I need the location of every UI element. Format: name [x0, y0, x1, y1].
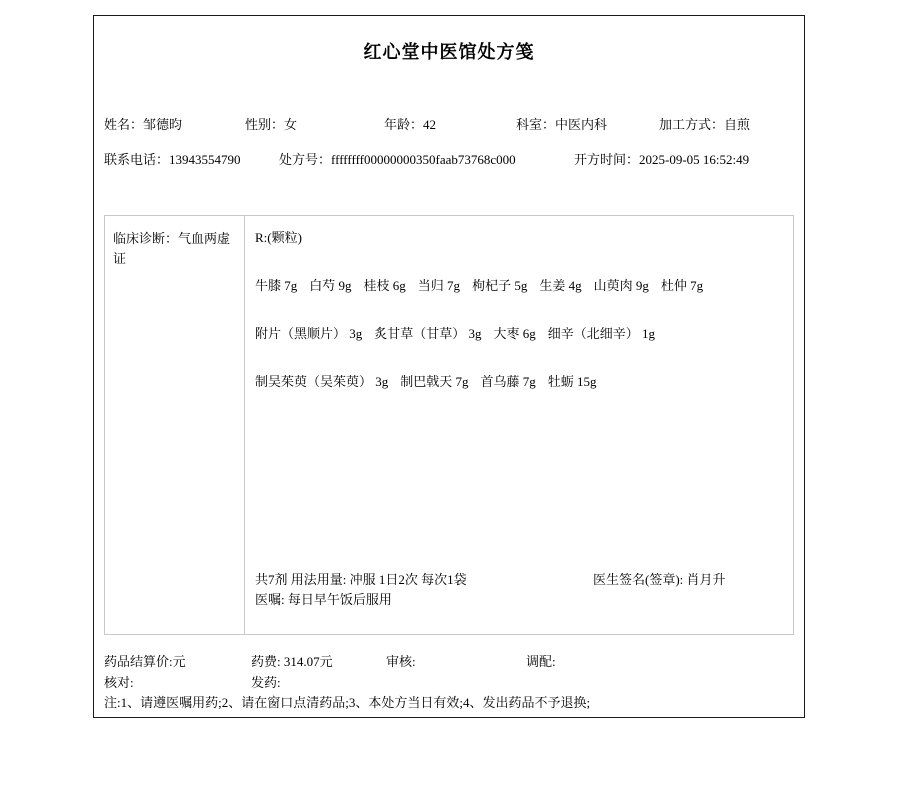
department-value: 中医内科	[555, 117, 608, 132]
phone-field	[104, 151, 241, 168]
prescription-number-label: 处方号：	[279, 152, 332, 167]
doctor-signature-label: 医生签名(签章):	[593, 572, 687, 587]
rx-column	[245, 216, 793, 634]
patient-age-value: 42	[423, 117, 437, 132]
patient-age-field	[384, 116, 436, 133]
medicine-item: 枸杞子 5g	[472, 278, 528, 293]
usage-line: 共7剂 用法用量: 冲服 1日2次 每次1袋	[255, 572, 467, 587]
medicine-item: 当归 7g	[417, 278, 461, 293]
doctor-advice-line: 医嘱: 每日早午饭后服用	[255, 592, 392, 607]
patient-name-label: 姓名：	[104, 117, 144, 132]
medicine-item: 炙甘草（甘草） 3g	[374, 326, 482, 341]
medicine-item: 制巴戟天 7g	[400, 374, 469, 389]
page-title: 红心堂中医馆处方笺	[363, 42, 535, 62]
medicine-item: 附片（黑顺片） 3g	[255, 326, 363, 341]
issue-time-label: 开方时间：	[574, 152, 640, 167]
medicine-item: 牛膝 7g	[255, 278, 298, 293]
patient-name-field	[104, 116, 182, 133]
medicine-item: 白芍 9g	[309, 278, 352, 293]
issue-time-field	[574, 151, 749, 168]
issue-time-value: 2025-09-05 16:52:49	[639, 152, 750, 167]
patient-gender-label: 性别：	[245, 117, 285, 132]
medicine-line	[255, 325, 783, 342]
medicine-item: 细辛（北细辛） 1g	[547, 326, 656, 341]
patient-gender-value: 女	[284, 117, 298, 132]
medicine-line	[255, 373, 783, 390]
medicine-item: 杜仲 7g	[660, 278, 704, 293]
phone-label: 联系电话：	[104, 152, 170, 167]
department-field	[516, 116, 607, 133]
issue-field: 发药:	[251, 675, 281, 690]
medicine-item: 生姜 4g	[539, 278, 582, 293]
footnote: 注:1、请遵医嘱用药;2、请在窗口点清药品;3、本处方当日有效;4、发出药品不予退换;	[104, 695, 591, 710]
medicine-item: 牡蛎 15g	[547, 374, 597, 389]
phone-value: 13943554790	[169, 152, 241, 167]
doctor-signature	[593, 571, 726, 588]
medicine-item: 制吴茱萸（吴茱萸） 3g	[255, 374, 389, 389]
processing-method-field	[659, 116, 750, 133]
doctor-signature-value: 肖月升	[686, 572, 726, 587]
settle-price-field	[104, 653, 186, 670]
review-field: 审核:	[386, 654, 416, 669]
check-field: 核对:	[104, 675, 134, 690]
prescription-number-field	[279, 151, 516, 168]
medicine-fee-value: 314.07元	[283, 654, 333, 669]
settle-price-label: 药品结算价:	[104, 654, 173, 669]
processing-method-value: 自煎	[724, 117, 751, 132]
medicine-item: 大枣 6g	[493, 326, 536, 341]
medicine-item: 山萸肉 9g	[593, 278, 649, 293]
clinical-diagnosis: 临床诊断：气血两虚证	[105, 216, 245, 634]
department-label: 科室：	[516, 117, 556, 132]
patient-name-value: 邹德昀	[143, 117, 183, 132]
rx-header: R:(颗粒)	[255, 230, 302, 245]
processing-method-label: 加工方式：	[659, 117, 725, 132]
patient-gender-field	[245, 116, 297, 133]
medicine-fee-field	[251, 653, 333, 670]
dispense-field: 调配:	[526, 654, 556, 669]
medicine-fee-label: 药费:	[251, 654, 284, 669]
medicine-list	[255, 277, 783, 390]
patient-age-label: 年龄：	[384, 117, 424, 132]
prescription-box	[104, 215, 794, 635]
settle-price-value: 元	[172, 654, 186, 669]
medicine-line	[255, 277, 783, 294]
prescription-number-value: ffffffff00000000350faab73768c000	[331, 152, 516, 167]
medicine-item: 首乌藤 7g	[480, 374, 536, 389]
prescription-sheet	[93, 15, 805, 718]
medicine-item: 桂枝 6g	[363, 278, 406, 293]
